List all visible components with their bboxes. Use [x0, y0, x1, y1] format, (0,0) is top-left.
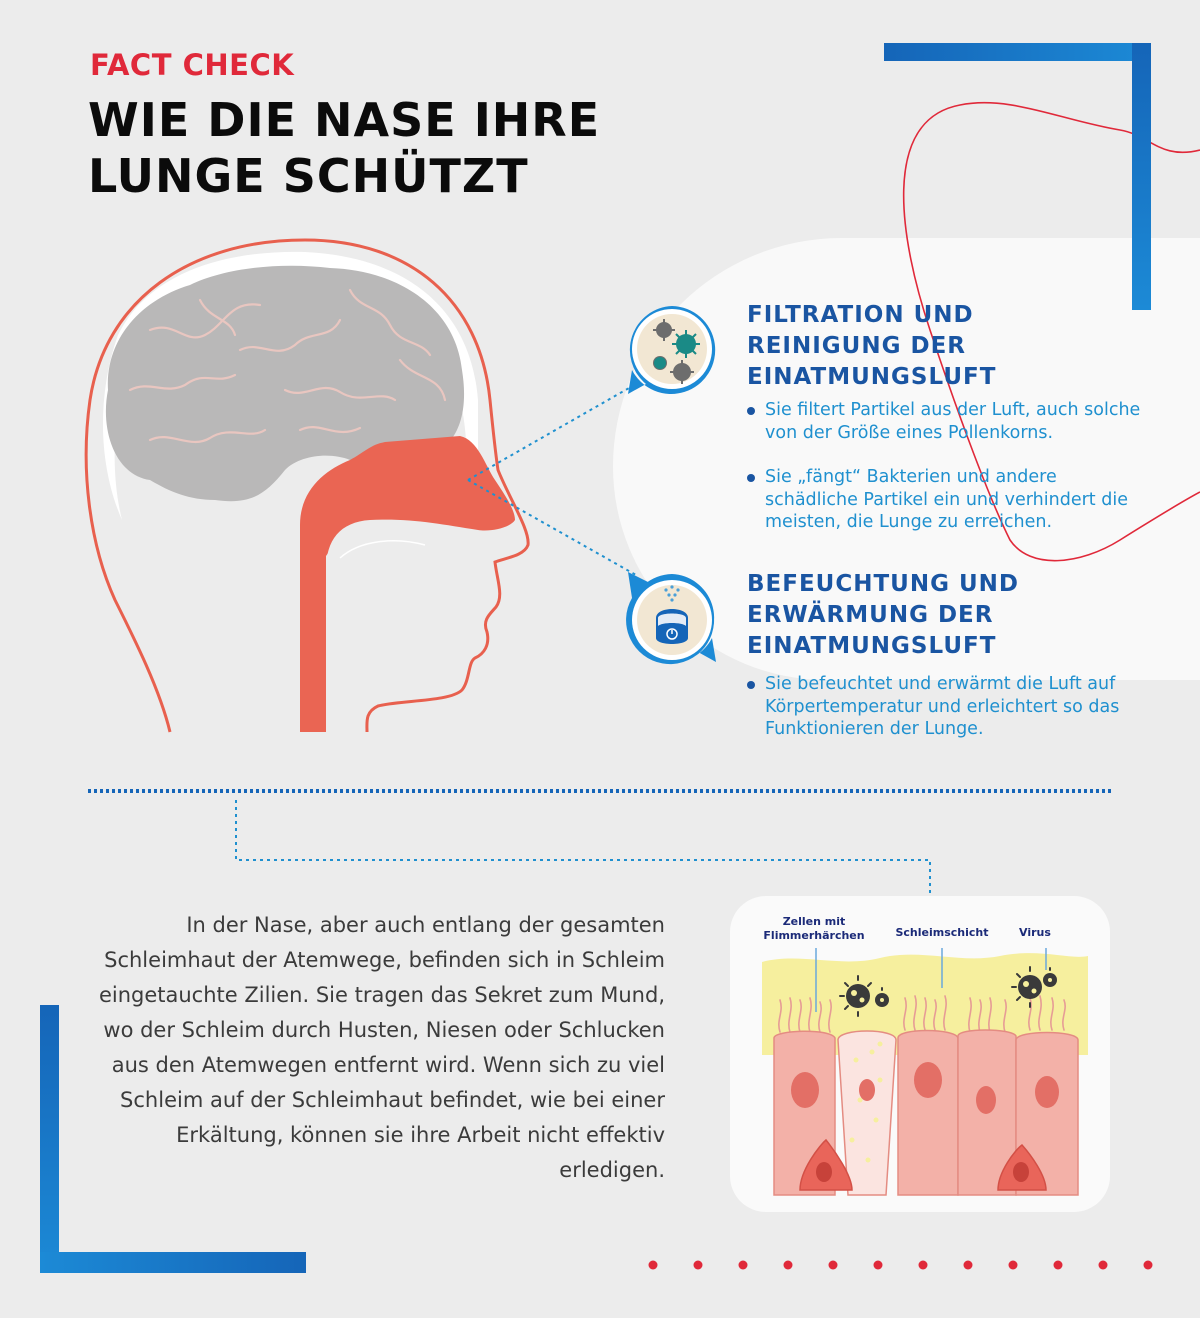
section-filtration-list [747, 399, 1147, 556]
humidifier-icon [622, 568, 722, 668]
section-humidification-heading [747, 569, 1177, 662]
heading-line: ERWÄRMUNG DER [747, 602, 994, 628]
label-line: Zellen mit [782, 915, 846, 928]
heading-line: EINATMUNGSLUFT [747, 364, 997, 390]
list-item: Sie filtert Partikel aus der Luft, auch solche von der Größe eines Pollenkorns. [747, 399, 1147, 444]
heading-line: BEFEUCHTUNG UND [747, 571, 1019, 597]
section-filtration-heading [747, 300, 1177, 393]
title-line-1: WIE DIE NASE IHRE [88, 93, 601, 147]
decorative-dots [640, 1255, 1180, 1275]
body-paragraph: In der Nase, aber auch entlang der gesamten Schleimhaut der Atemwege, befinden sich in Schleim eingetauchte Zilien. Sie tragen das Sekret zum Mund, wo der Schleim durch Husten, Niesen oder Schlucken aus den Atemwegen entfernt wird. Wenn sich zu viel Schleim auf der Schleimhaut befindet, wie bei einer Erkältung, können sie ihre Arbeit nicht effektiv erledigen. [98, 913, 665, 1182]
bacteria-filter-icon [622, 300, 722, 400]
list-item: Sie befeuchtet und erwärmt die Luft auf Körpertemperatur und erleichtert so das Funktionieren der Lunge. [747, 673, 1147, 741]
heading-line: EINATMUNGSLUFT [747, 633, 997, 659]
cilia-diagram [760, 940, 1090, 1202]
kicker-label: FACT CHECK [90, 48, 295, 82]
label-virus: Virus [1019, 926, 1051, 939]
heading-line: FILTRATION UND [747, 302, 974, 328]
section-humidification-list [747, 673, 1147, 763]
label-cilia-cells [750, 915, 878, 943]
label-mucus-layer: Schleimschicht [895, 926, 989, 939]
list-item: Sie „fängt“ Bakterien und andere schädliche Partikel ein und verhindert die meisten, die Lunge zu erreichen. [747, 466, 1147, 534]
title-line-2: LUNGE SCHÜTZT [88, 149, 529, 203]
heading-line: REINIGUNG DER [747, 333, 966, 359]
label-line: Flimmerhärchen [763, 929, 865, 942]
